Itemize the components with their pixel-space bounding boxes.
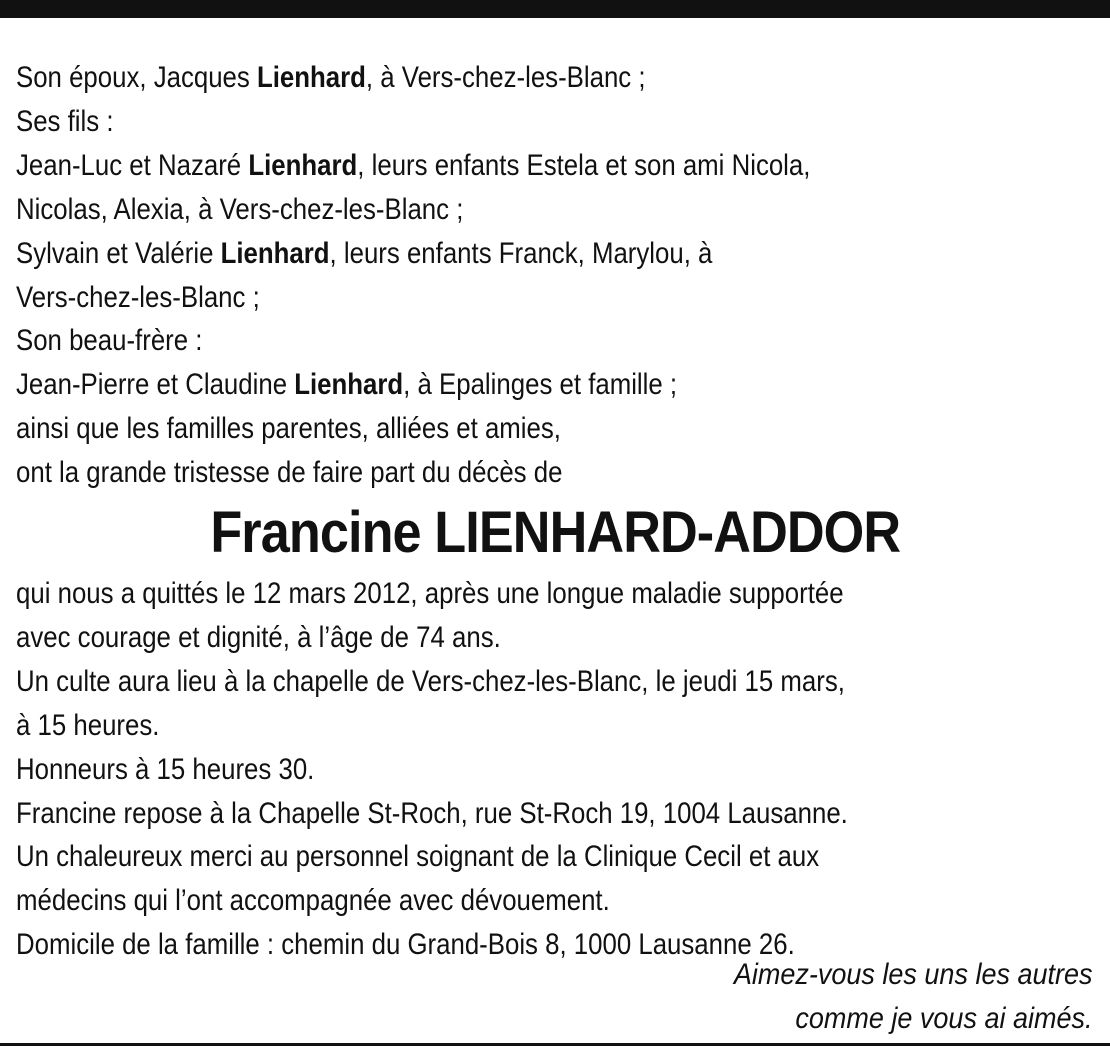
text-line: ont la grande tristesse de faire part du décès de — [16, 456, 563, 490]
closing-quote — [694, 953, 1093, 1041]
top-border-rule — [0, 0, 1110, 18]
text-segment: Sylvain et Valérie — [16, 236, 221, 270]
quote-line: comme je vous ai aimés. — [794, 1001, 1092, 1035]
text-segment: , à Epalinges et famille ; — [403, 368, 678, 402]
surname: Lienhard — [248, 148, 358, 182]
surname: Lienhard — [220, 236, 330, 270]
text-segment: Son époux, Jacques — [16, 61, 257, 94]
text-line: Ses fils : — [16, 104, 114, 138]
text-line — [16, 232, 1092, 276]
text-line: qui nous a quittés le 12 mars 2012, après une longue maladie supportée — [16, 577, 844, 610]
bottom-border-rule — [0, 1043, 1110, 1046]
text-segment: Jean-Pierre et Claudine — [16, 368, 295, 402]
text-line: Son beau-frère : — [16, 324, 203, 358]
text-line: Domicile de la famille : chemin du Grand-Bois 8, 1000 Lausanne 26. — [16, 928, 795, 962]
text-line — [16, 144, 1092, 188]
text-line: Un culte aura lieu à la chapelle de Vers-chez-les-Blanc, le jeudi 15 mars, — [16, 664, 845, 698]
text-line: Francine repose à la Chapelle St-Roch, rue St-Roch 19, 1004 Lausanne. — [16, 796, 848, 830]
family-announcement — [16, 56, 1092, 495]
text-line: Vers-chez-les-Blanc ; — [16, 280, 260, 314]
text-line — [16, 56, 1092, 100]
text-line: à 15 heures. — [16, 708, 160, 742]
surname: Lienhard — [256, 61, 366, 94]
deceased-name-heading — [0, 495, 1110, 571]
text-line: médecins qui l’ont accompagnée avec dévouement. — [16, 884, 610, 918]
text-segment: Jean-Luc et Nazaré — [16, 148, 249, 182]
text-segment: , à Vers-chez-les-Blanc ; — [365, 61, 646, 94]
text-line: Nicolas, Alexia, à Vers-chez-les-Blanc ; — [16, 192, 464, 226]
quote-line: Aimez-vous les uns les autres — [733, 958, 1092, 991]
deceased-name: Francine LIENHARD-ADDOR — [210, 500, 900, 565]
funeral-details — [16, 572, 1092, 967]
text-line: avec courage et dignité, à l’âge de 74 ans. — [16, 620, 501, 654]
text-line — [16, 363, 1092, 407]
surname: Lienhard — [294, 368, 404, 402]
text-line: ainsi que les familles parentes, alliées et amies, — [16, 412, 561, 446]
text-segment: , leurs enfants Estela et son ami Nicola, — [357, 148, 811, 182]
text-line: Un chaleureux merci au personnel soignant de la Clinique Cecil et aux — [16, 840, 820, 874]
text-line: Honneurs à 15 heures 30. — [16, 752, 315, 786]
text-segment: , leurs enfants Franck, Marylou, à — [329, 236, 713, 270]
